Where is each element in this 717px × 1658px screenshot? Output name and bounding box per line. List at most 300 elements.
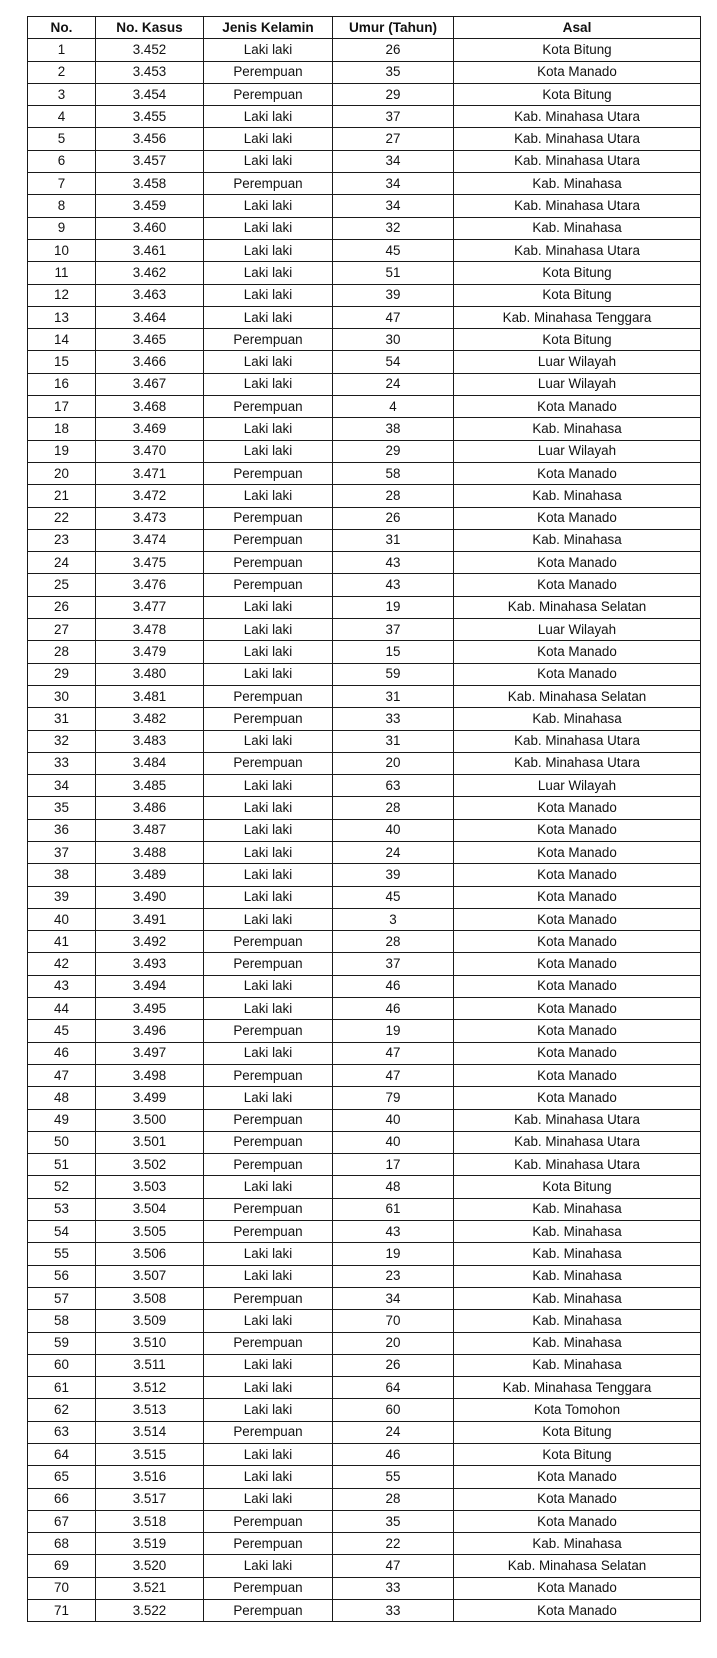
cell-no: 1 — [28, 39, 96, 61]
cell-no: 3 — [28, 83, 96, 105]
table-row — [28, 1042, 701, 1064]
cell-origin: Kota Manado — [454, 663, 701, 685]
cell-case-number: 3.460 — [96, 217, 204, 239]
cell-no: 8 — [28, 195, 96, 217]
cell-gender: Laki laki — [204, 150, 333, 172]
cell-no: 66 — [28, 1488, 96, 1510]
cell-age: 48 — [333, 1176, 454, 1198]
cell-gender: Laki laki — [204, 1354, 333, 1376]
cell-age: 22 — [333, 1533, 454, 1555]
cell-case-number: 3.501 — [96, 1131, 204, 1153]
cell-gender: Perempuan — [204, 396, 333, 418]
table-row — [28, 61, 701, 83]
cell-origin: Luar Wilayah — [454, 351, 701, 373]
cell-case-number: 3.478 — [96, 619, 204, 641]
cell-gender: Laki laki — [204, 908, 333, 930]
cell-age: 61 — [333, 1198, 454, 1220]
cell-gender: Laki laki — [204, 106, 333, 128]
table-row — [28, 83, 701, 105]
cell-gender: Laki laki — [204, 1243, 333, 1265]
cell-origin: Kota Manado — [454, 1488, 701, 1510]
table-row — [28, 953, 701, 975]
cell-age: 46 — [333, 998, 454, 1020]
cell-origin: Kota Bitung — [454, 83, 701, 105]
table-row — [28, 819, 701, 841]
cell-case-number: 3.495 — [96, 998, 204, 1020]
cell-gender: Perempuan — [204, 552, 333, 574]
cell-age: 31 — [333, 685, 454, 707]
cell-gender: Laki laki — [204, 1399, 333, 1421]
cell-case-number: 3.515 — [96, 1444, 204, 1466]
cell-age: 38 — [333, 418, 454, 440]
cell-origin: Kab. Minahasa — [454, 1332, 701, 1354]
table-row — [28, 730, 701, 752]
table-row — [28, 775, 701, 797]
cell-case-number: 3.512 — [96, 1377, 204, 1399]
cell-origin: Kota Bitung — [454, 1444, 701, 1466]
cell-gender: Perempuan — [204, 574, 333, 596]
cell-case-number: 3.492 — [96, 931, 204, 953]
cell-age: 51 — [333, 262, 454, 284]
cell-no: 43 — [28, 975, 96, 997]
cell-case-number: 3.487 — [96, 819, 204, 841]
cell-no: 44 — [28, 998, 96, 1020]
cell-case-number: 3.464 — [96, 306, 204, 328]
cell-no: 58 — [28, 1310, 96, 1332]
cell-origin: Kota Manado — [454, 819, 701, 841]
cell-gender: Laki laki — [204, 1555, 333, 1577]
cell-gender: Laki laki — [204, 864, 333, 886]
cell-case-number: 3.520 — [96, 1555, 204, 1577]
cell-origin: Kab. Minahasa Selatan — [454, 596, 701, 618]
table-row — [28, 418, 701, 440]
table-row — [28, 106, 701, 128]
cell-age: 45 — [333, 886, 454, 908]
cell-origin: Luar Wilayah — [454, 619, 701, 641]
cell-gender: Laki laki — [204, 663, 333, 685]
cell-no: 37 — [28, 841, 96, 863]
cell-case-number: 3.518 — [96, 1510, 204, 1532]
table-row — [28, 1577, 701, 1599]
cell-gender: Laki laki — [204, 1265, 333, 1287]
cell-no: 30 — [28, 685, 96, 707]
cell-age: 40 — [333, 1109, 454, 1131]
cell-age: 34 — [333, 173, 454, 195]
cell-case-number: 3.486 — [96, 797, 204, 819]
cell-origin: Kab. Minahasa Utara — [454, 730, 701, 752]
cell-no: 25 — [28, 574, 96, 596]
cell-age: 79 — [333, 1087, 454, 1109]
cell-gender: Perempuan — [204, 685, 333, 707]
cell-case-number: 3.474 — [96, 529, 204, 551]
cell-age: 70 — [333, 1310, 454, 1332]
table-row — [28, 306, 701, 328]
cell-case-number: 3.475 — [96, 552, 204, 574]
cell-origin: Kab. Minahasa — [454, 1221, 701, 1243]
table-row — [28, 1198, 701, 1220]
cell-no: 32 — [28, 730, 96, 752]
cell-no: 34 — [28, 775, 96, 797]
cell-age: 33 — [333, 1600, 454, 1622]
table-row — [28, 1332, 701, 1354]
cell-origin: Kota Manado — [454, 1466, 701, 1488]
table-row — [28, 574, 701, 596]
cell-gender: Laki laki — [204, 373, 333, 395]
cell-case-number: 3.508 — [96, 1287, 204, 1309]
cell-case-number: 3.504 — [96, 1198, 204, 1220]
cell-no: 56 — [28, 1265, 96, 1287]
cell-case-number: 3.466 — [96, 351, 204, 373]
cell-gender: Perempuan — [204, 1287, 333, 1309]
cell-gender: Laki laki — [204, 1488, 333, 1510]
cell-gender: Laki laki — [204, 819, 333, 841]
cell-no: 35 — [28, 797, 96, 819]
table-row — [28, 1533, 701, 1555]
cell-case-number: 3.496 — [96, 1020, 204, 1042]
cell-age: 37 — [333, 106, 454, 128]
cell-origin: Kab. Minahasa — [454, 1198, 701, 1220]
cell-gender: Perempuan — [204, 1131, 333, 1153]
cell-case-number: 3.452 — [96, 39, 204, 61]
cell-age: 24 — [333, 373, 454, 395]
cell-age: 28 — [333, 931, 454, 953]
table-row — [28, 529, 701, 551]
cell-age: 29 — [333, 83, 454, 105]
cell-case-number: 3.514 — [96, 1421, 204, 1443]
cell-case-number: 3.479 — [96, 641, 204, 663]
cell-gender: Perempuan — [204, 529, 333, 551]
cell-age: 63 — [333, 775, 454, 797]
cell-age: 37 — [333, 953, 454, 975]
cell-no: 49 — [28, 1109, 96, 1131]
cell-age: 20 — [333, 752, 454, 774]
cell-age: 60 — [333, 1399, 454, 1421]
cell-age: 17 — [333, 1154, 454, 1176]
cell-age: 47 — [333, 1555, 454, 1577]
header-row — [28, 17, 701, 39]
table-row — [28, 641, 701, 663]
table-row — [28, 864, 701, 886]
cell-gender: Perempuan — [204, 1198, 333, 1220]
table-row — [28, 1176, 701, 1198]
cell-origin: Kota Manado — [454, 953, 701, 975]
cell-gender: Perempuan — [204, 1421, 333, 1443]
table-row — [28, 1221, 701, 1243]
cell-case-number: 3.467 — [96, 373, 204, 395]
cell-age: 24 — [333, 841, 454, 863]
header-age: Umur (Tahun) — [333, 17, 454, 39]
cell-origin: Kab. Minahasa Utara — [454, 1109, 701, 1131]
cell-case-number: 3.458 — [96, 173, 204, 195]
cell-origin: Kab. Minahasa — [454, 1354, 701, 1376]
cell-age: 34 — [333, 1287, 454, 1309]
cell-gender: Laki laki — [204, 1377, 333, 1399]
cell-origin: Luar Wilayah — [454, 373, 701, 395]
cell-gender: Laki laki — [204, 195, 333, 217]
cell-origin: Kab. Minahasa Utara — [454, 752, 701, 774]
cell-origin: Kota Manado — [454, 886, 701, 908]
table-row — [28, 619, 701, 641]
table-row — [28, 797, 701, 819]
cell-case-number: 3.472 — [96, 485, 204, 507]
cell-gender: Laki laki — [204, 418, 333, 440]
cell-no: 21 — [28, 485, 96, 507]
cell-case-number: 3.484 — [96, 752, 204, 774]
cell-no: 71 — [28, 1600, 96, 1622]
cell-case-number: 3.463 — [96, 284, 204, 306]
cell-case-number: 3.485 — [96, 775, 204, 797]
cell-age: 43 — [333, 574, 454, 596]
cell-gender: Laki laki — [204, 1176, 333, 1198]
table-row — [28, 396, 701, 418]
cell-no: 41 — [28, 931, 96, 953]
cell-origin: Kota Manado — [454, 462, 701, 484]
table-row — [28, 708, 701, 730]
cell-gender: Laki laki — [204, 284, 333, 306]
cell-origin: Kota Manado — [454, 1600, 701, 1622]
table-row — [28, 1064, 701, 1086]
cell-origin: Kab. Minahasa — [454, 1533, 701, 1555]
table-row — [28, 1354, 701, 1376]
cell-no: 62 — [28, 1399, 96, 1421]
cell-origin: Kab. Minahasa — [454, 1310, 701, 1332]
cell-case-number: 3.505 — [96, 1221, 204, 1243]
cell-origin: Kota Manado — [454, 1510, 701, 1532]
cell-age: 58 — [333, 462, 454, 484]
cell-no: 57 — [28, 1287, 96, 1309]
cell-gender: Perempuan — [204, 708, 333, 730]
cell-no: 27 — [28, 619, 96, 641]
cell-gender: Perempuan — [204, 931, 333, 953]
cell-no: 19 — [28, 440, 96, 462]
cell-case-number: 3.469 — [96, 418, 204, 440]
table-row — [28, 1087, 701, 1109]
cell-origin: Kota Manado — [454, 864, 701, 886]
cell-gender: Laki laki — [204, 775, 333, 797]
cell-no: 14 — [28, 329, 96, 351]
cases-table — [27, 16, 701, 1622]
cell-no: 23 — [28, 529, 96, 551]
cell-gender: Perempuan — [204, 752, 333, 774]
cell-origin: Kota Manado — [454, 552, 701, 574]
cell-gender: Perempuan — [204, 1600, 333, 1622]
cell-no: 36 — [28, 819, 96, 841]
cell-age: 59 — [333, 663, 454, 685]
cell-gender: Laki laki — [204, 998, 333, 1020]
header-case-number: No. Kasus — [96, 17, 204, 39]
cell-no: 65 — [28, 1466, 96, 1488]
cell-age: 26 — [333, 507, 454, 529]
cell-case-number: 3.489 — [96, 864, 204, 886]
cell-gender: Perempuan — [204, 83, 333, 105]
cell-gender: Laki laki — [204, 485, 333, 507]
cell-no: 13 — [28, 306, 96, 328]
cell-gender: Perempuan — [204, 173, 333, 195]
cell-no: 7 — [28, 173, 96, 195]
cell-origin: Kota Manado — [454, 507, 701, 529]
cell-age: 4 — [333, 396, 454, 418]
table-row — [28, 1399, 701, 1421]
cell-no: 53 — [28, 1198, 96, 1220]
cell-case-number: 3.465 — [96, 329, 204, 351]
cell-origin: Kab. Minahasa — [454, 485, 701, 507]
cell-age: 26 — [333, 1354, 454, 1376]
cell-no: 11 — [28, 262, 96, 284]
header-gender: Jenis Kelamin — [204, 17, 333, 39]
cell-age: 54 — [333, 351, 454, 373]
cell-origin: Kota Manado — [454, 1064, 701, 1086]
cell-case-number: 3.468 — [96, 396, 204, 418]
cell-no: 22 — [28, 507, 96, 529]
cell-age: 47 — [333, 306, 454, 328]
cell-age: 32 — [333, 217, 454, 239]
cell-age: 19 — [333, 596, 454, 618]
header-no: No. — [28, 17, 96, 39]
cell-case-number: 3.517 — [96, 1488, 204, 1510]
cell-no: 24 — [28, 552, 96, 574]
table-row — [28, 1265, 701, 1287]
cell-age: 34 — [333, 150, 454, 172]
cell-case-number: 3.455 — [96, 106, 204, 128]
cell-origin: Luar Wilayah — [454, 775, 701, 797]
cell-gender: Laki laki — [204, 239, 333, 261]
cell-origin: Kab. Minahasa — [454, 1265, 701, 1287]
cell-origin: Luar Wilayah — [454, 440, 701, 462]
cell-age: 46 — [333, 975, 454, 997]
cell-gender: Laki laki — [204, 886, 333, 908]
cell-case-number: 3.507 — [96, 1265, 204, 1287]
cell-origin: Kab. Minahasa — [454, 1243, 701, 1265]
cell-age: 28 — [333, 485, 454, 507]
table-row — [28, 663, 701, 685]
cell-no: 33 — [28, 752, 96, 774]
cell-origin: Kota Manado — [454, 61, 701, 83]
cell-case-number: 3.522 — [96, 1600, 204, 1622]
cell-age: 28 — [333, 797, 454, 819]
cell-gender: Laki laki — [204, 1466, 333, 1488]
cell-case-number: 3.481 — [96, 685, 204, 707]
cell-gender: Perempuan — [204, 1064, 333, 1086]
cell-origin: Kab. Minahasa Tenggara — [454, 1377, 701, 1399]
cell-origin: Kota Manado — [454, 975, 701, 997]
cell-case-number: 3.457 — [96, 150, 204, 172]
cell-no: 18 — [28, 418, 96, 440]
cell-case-number: 3.480 — [96, 663, 204, 685]
table-row — [28, 1444, 701, 1466]
cell-no: 51 — [28, 1154, 96, 1176]
table-row — [28, 1377, 701, 1399]
cell-age: 43 — [333, 552, 454, 574]
cell-no: 47 — [28, 1064, 96, 1086]
table-row — [28, 1109, 701, 1131]
cell-gender: Laki laki — [204, 1444, 333, 1466]
table-row — [28, 1020, 701, 1042]
cell-gender: Perempuan — [204, 1221, 333, 1243]
cell-origin: Kota Manado — [454, 1042, 701, 1064]
table-header — [28, 17, 701, 39]
cell-case-number: 3.476 — [96, 574, 204, 596]
table-row — [28, 886, 701, 908]
table-row — [28, 485, 701, 507]
cell-case-number: 3.506 — [96, 1243, 204, 1265]
table-row — [28, 329, 701, 351]
table-row — [28, 1510, 701, 1532]
cell-origin: Kab. Minahasa Utara — [454, 128, 701, 150]
cell-case-number: 3.454 — [96, 83, 204, 105]
cell-origin: Kota Manado — [454, 641, 701, 663]
cell-no: 9 — [28, 217, 96, 239]
cell-no: 15 — [28, 351, 96, 373]
cell-no: 59 — [28, 1332, 96, 1354]
cell-age: 45 — [333, 239, 454, 261]
table-row — [28, 1555, 701, 1577]
cell-origin: Kota Manado — [454, 1577, 701, 1599]
cell-no: 31 — [28, 708, 96, 730]
cell-origin: Kab. Minahasa — [454, 529, 701, 551]
cell-no: 4 — [28, 106, 96, 128]
cell-gender: Perempuan — [204, 329, 333, 351]
cell-case-number: 3.511 — [96, 1354, 204, 1376]
cell-age: 47 — [333, 1042, 454, 1064]
table-row — [28, 262, 701, 284]
cell-case-number: 3.482 — [96, 708, 204, 730]
cell-gender: Perempuan — [204, 953, 333, 975]
cell-age: 26 — [333, 39, 454, 61]
cell-no: 6 — [28, 150, 96, 172]
table-row — [28, 1154, 701, 1176]
cell-origin: Kota Manado — [454, 1087, 701, 1109]
table-row — [28, 908, 701, 930]
cell-gender: Laki laki — [204, 975, 333, 997]
cell-age: 19 — [333, 1020, 454, 1042]
cell-age: 23 — [333, 1265, 454, 1287]
cell-no: 40 — [28, 908, 96, 930]
cell-no: 54 — [28, 1221, 96, 1243]
cell-age: 27 — [333, 128, 454, 150]
cell-age: 47 — [333, 1064, 454, 1086]
cell-gender: Perempuan — [204, 1332, 333, 1354]
cell-origin: Kota Manado — [454, 998, 701, 1020]
cell-no: 48 — [28, 1087, 96, 1109]
cell-gender: Laki laki — [204, 641, 333, 663]
cell-case-number: 3.471 — [96, 462, 204, 484]
cell-gender: Perempuan — [204, 1020, 333, 1042]
cell-origin: Kota Manado — [454, 841, 701, 863]
table-row — [28, 1310, 701, 1332]
table-row — [28, 373, 701, 395]
cell-no: 60 — [28, 1354, 96, 1376]
cell-no: 45 — [28, 1020, 96, 1042]
cell-origin: Kab. Minahasa — [454, 418, 701, 440]
cell-gender: Laki laki — [204, 797, 333, 819]
cell-gender: Laki laki — [204, 1087, 333, 1109]
cell-age: 31 — [333, 529, 454, 551]
cell-origin: Kota Tomohon — [454, 1399, 701, 1421]
cell-case-number: 3.453 — [96, 61, 204, 83]
cell-no: 61 — [28, 1377, 96, 1399]
cell-case-number: 3.516 — [96, 1466, 204, 1488]
cell-origin: Kota Bitung — [454, 1176, 701, 1198]
cell-gender: Perempuan — [204, 1154, 333, 1176]
table-row — [28, 150, 701, 172]
table-row — [28, 239, 701, 261]
table-row — [28, 975, 701, 997]
cell-case-number: 3.461 — [96, 239, 204, 261]
cell-case-number: 3.513 — [96, 1399, 204, 1421]
cell-gender: Laki laki — [204, 351, 333, 373]
cell-origin: Kota Bitung — [454, 1421, 701, 1443]
cell-no: 20 — [28, 462, 96, 484]
